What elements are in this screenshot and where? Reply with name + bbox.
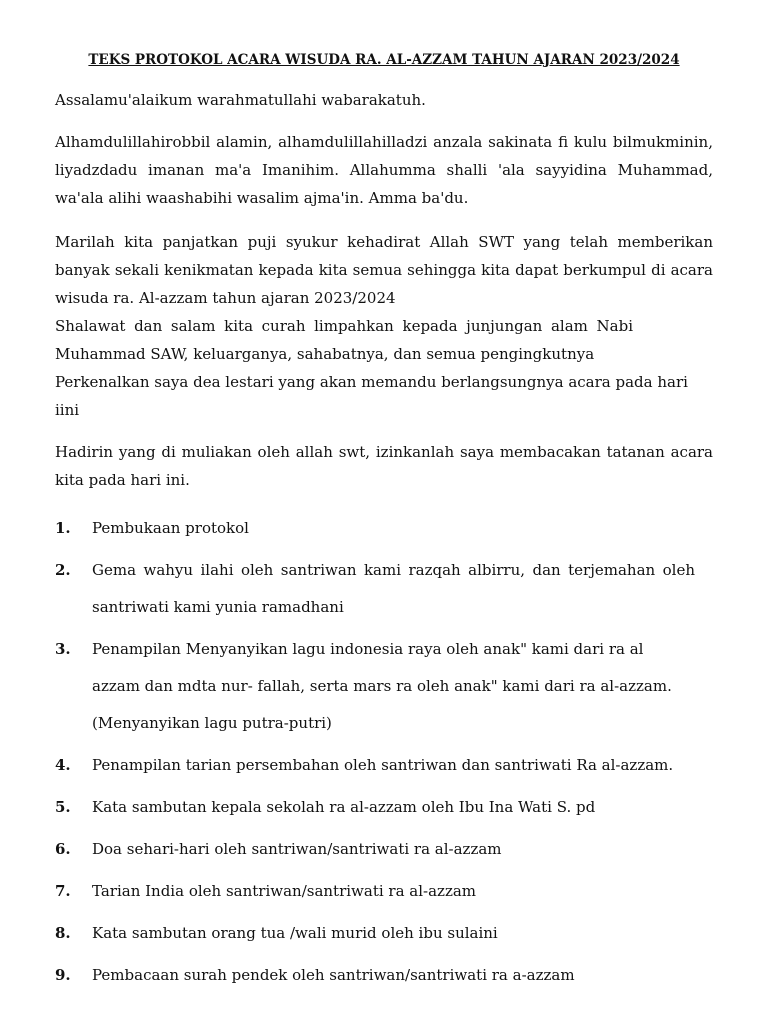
list-item-text: Kata sambutan orang tua /wali murid oleh ibu sulaini (92, 924, 498, 942)
list-item-note: (Menyanyikan lagu putra-putri) (92, 714, 332, 732)
list-item-number: 2. (55, 561, 71, 579)
list-item-number: 8. (55, 924, 71, 942)
list-item-number: 6. (55, 840, 71, 858)
list-item (55, 877, 713, 910)
spacer (55, 212, 713, 228)
shalawat-paragraph: Shalawat dan salam kita curah limpahkan kepada junjungan alam Nabi Muhammad SAW, keluarganya, sahabatnya, dan semua pengingkutnya (55, 317, 633, 363)
list-item (55, 919, 713, 952)
list-item-text: Penampilan tarian persembahan oleh santriwan dan santriwati Ra al-azzam. (92, 756, 674, 774)
list-item-text-wrap (92, 631, 713, 742)
spacer (55, 424, 713, 438)
list-item-text: Kata sambutan kepala sekolah ra al-azzam oleh Ibu Ina Wati S. pd (92, 798, 596, 816)
list-item-text: Tarian India oleh santriwan/santriwati ra al-azzam (92, 882, 477, 900)
list-item-number: 5. (55, 798, 71, 816)
list-item (55, 835, 713, 868)
spacer (55, 114, 713, 128)
agenda-list (55, 514, 713, 994)
introduction-paragraph: Perkenalkan saya dea lestari yang akan memandu berlangsungnya acara pada hari iini (55, 373, 688, 419)
list-item (55, 514, 713, 547)
gratitude-paragraph: Marilah kita panjatkan puji syukur kehadirat Allah SWT yang telah memberikan banyak sekali kenikmatan kepada kita semua sehingga kita dapat berkumpul di acara wisuda ra. Al-azzam tahun ajaran 2023/2024 (55, 233, 713, 307)
list-item-text: Pembacaan surah pendek oleh santriwan/santriwati ra a-azzam (92, 966, 575, 984)
list-item (55, 793, 713, 826)
list-item-text: Penampilan Menyanyikan lagu indonesia raya oleh anak" kami dari ra al azzam dan mdta nur- fallah, serta mars ra oleh anak" kami dari ra al-azzam. (92, 640, 672, 695)
list-item-number: 4. (55, 756, 71, 774)
list-item (55, 961, 713, 994)
list-item-text: Pembukaan protokol (92, 519, 249, 537)
list-item-number: 3. (55, 640, 71, 658)
list-item (55, 751, 713, 784)
document-page (55, 50, 713, 1003)
opening-prayer: Alhamdulillahirobbil alamin, alhamdulillahilladzi anzala sakinata fi kulu bilmukminin, liyadzdadu imanan ma'a Imanihim. Allahumma shalli 'ala sayyidina Muhammad, wa'ala alihi waashabihi wasalim ajma'in. Amma ba'du. (55, 133, 713, 207)
list-item (55, 556, 713, 626)
document-title: TEKS PROTOKOL ACARA WISUDA RA. AL-AZZAM TAHUN AJARAN 2023/2024 (88, 52, 680, 68)
list-item-number: 7. (55, 882, 71, 900)
greeting: Assalamu'alaikum warahmatullahi wabarakatuh. (55, 91, 426, 109)
list-item-text: Gema wahyu ilahi oleh santriwan kami razqah albirru, dan terjemahan oleh santriwati kami yunia ramadhani (92, 561, 695, 616)
list-item-text: Doa sehari-hari oleh santriwan/santriwati ra al-azzam (92, 840, 502, 858)
list-item (55, 635, 713, 742)
agenda-intro: Hadirin yang di muliakan oleh allah swt, izinkanlah saya membacakan tatanan acara kita pada hari ini. (55, 443, 713, 489)
list-item-number: 9. (55, 966, 71, 984)
list-item-number: 1. (55, 519, 71, 537)
